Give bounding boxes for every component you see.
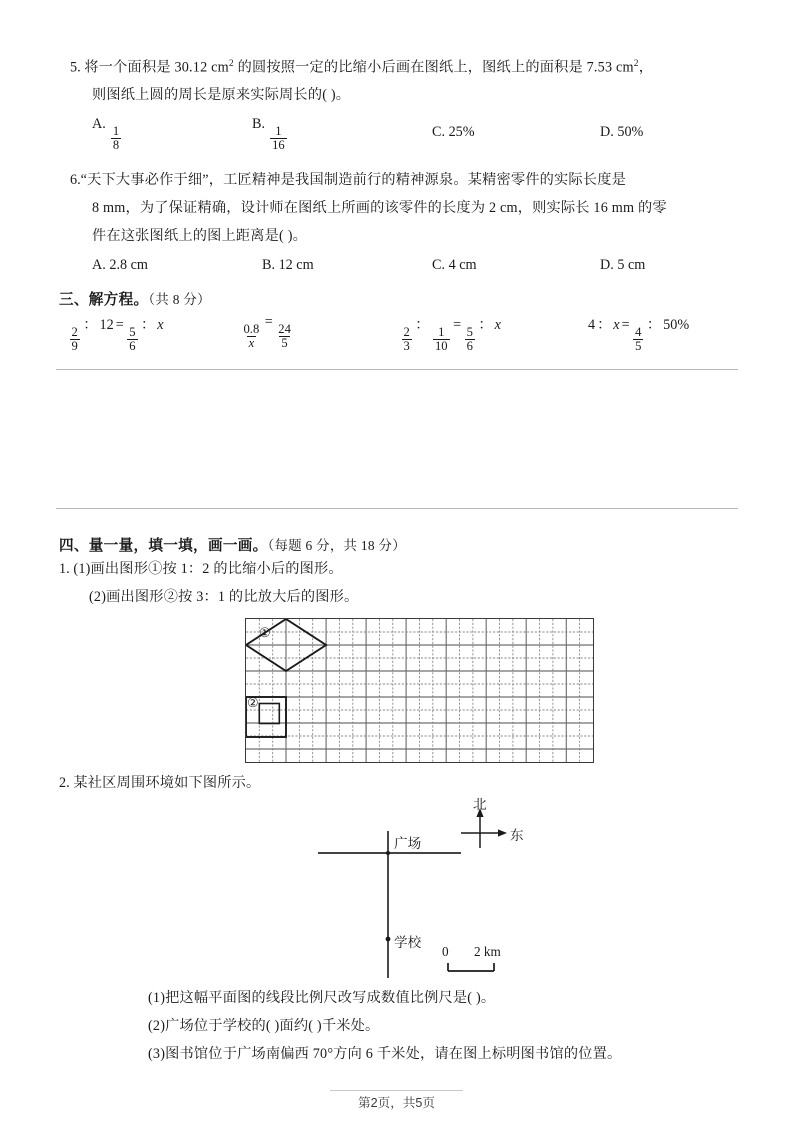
question-5-line-1 xyxy=(70,60,653,75)
section-4-question-1-number: 1. xyxy=(59,561,70,577)
equation-4-term-1: 4 xyxy=(588,317,596,333)
map-label-plaza: 广场 xyxy=(394,836,422,851)
equation-3-frac-2: $\frac{1}{10}$ xyxy=(435,325,448,354)
question-6-option-b[interactable] xyxy=(262,257,314,274)
grid-worksheet-figure xyxy=(245,618,594,763)
question-5-option-c[interactable] xyxy=(432,124,475,141)
question-5-option-b-letter: B. xyxy=(252,116,266,132)
question-6-option-c-letter: C. xyxy=(432,257,446,273)
school-point xyxy=(386,937,391,942)
map-label-east: 东 xyxy=(510,828,524,843)
section-3-heading xyxy=(59,288,211,309)
section-4-question-2-sub-1: (1)把这幅平面图的线段比例尺改写成数值比例尺是( )。 xyxy=(148,990,496,1006)
equation-2-frac-1: $\frac{0.8}{x}$ xyxy=(243,322,260,351)
equation-3-op-1: ： xyxy=(415,317,430,333)
question-5-option-b[interactable] xyxy=(252,116,288,152)
equation-1 xyxy=(68,314,164,353)
equation-3-variable: x xyxy=(494,317,501,333)
question-5-option-a-fraction: $\frac{1}{8}$ xyxy=(112,124,120,153)
divider-bottom xyxy=(56,508,738,509)
divider-top xyxy=(56,369,738,370)
question-5-option-d[interactable] xyxy=(600,124,643,141)
question-6-line-2: 8 mm，为了保证精确，设计师在图纸上所画的该零件的长度为 2 cm，则实际长 16 mm 的零 xyxy=(92,200,667,216)
equation-1-variable: x xyxy=(157,317,164,333)
equation-1-term-1: 12 xyxy=(99,317,114,333)
question-5-option-a-letter: A. xyxy=(92,116,106,132)
equation-3-op-2: = xyxy=(453,317,462,333)
equation-3-frac-3: $\frac{5}{6}$ xyxy=(466,325,473,354)
figure-2-label: ② xyxy=(247,695,259,710)
question-5-text-b: 的圆按照一定的比缩小后画在图纸上，图纸上的面积是 7.53 cm xyxy=(233,59,634,76)
question-5-number: 5. xyxy=(70,59,81,76)
question-6-option-b-letter: B. xyxy=(262,257,276,273)
equation-4-op-3: ： xyxy=(646,317,662,333)
page-footer: 第2页，共5页 xyxy=(358,1096,435,1110)
question-6-line-3: 件在这张图纸上的图上距离是( )。 xyxy=(92,228,308,244)
grid-lines xyxy=(246,619,593,762)
section-3-title: 三、解方程。 xyxy=(59,292,149,308)
equation-2 xyxy=(240,314,294,350)
section-4-question-1-sub-1: (1)画出图形①按 1：2 的比缩小后的图形。 xyxy=(73,561,343,577)
equation-3-op-3: ： xyxy=(478,317,493,333)
figure-1-label: ① xyxy=(259,625,271,640)
equation-2-op-1: = xyxy=(264,314,273,330)
footer-divider xyxy=(330,1090,463,1091)
equation-2-frac-2: $\frac{24}{5}$ xyxy=(278,322,291,351)
section-4-heading xyxy=(59,534,406,555)
equation-1-op-1: ： xyxy=(83,317,98,333)
question-6-option-d[interactable] xyxy=(600,257,645,274)
equation-4-variable: x xyxy=(613,317,620,333)
equation-4 xyxy=(588,314,689,353)
question-6-text-1: “天下大事必作于细”，工匠精神是我国制造前行的精神源泉。某精密零件的实际长度是 xyxy=(80,172,626,188)
question-6-option-d-letter: D. xyxy=(600,257,614,273)
equation-4-op-1: ： xyxy=(597,317,612,333)
map-label-north: 北 xyxy=(473,797,487,812)
question-6-option-a[interactable] xyxy=(92,257,148,274)
scale-bar-icon xyxy=(448,963,494,971)
question-5-sup-2: 2 xyxy=(633,59,639,69)
section-4-question-1-line-1 xyxy=(59,562,343,576)
question-6-option-b-text: 12 cm xyxy=(278,257,314,273)
grid-major-lines xyxy=(246,619,593,762)
section-4-question-2-sub-2: (2)广场位于学校的( )面约( )千米处。 xyxy=(148,1018,380,1034)
section-4-question-2-text: 某社区周围环境如下图所示。 xyxy=(73,775,261,791)
question-5-option-c-text: 25% xyxy=(448,124,475,140)
equation-1-op-3: ： xyxy=(141,317,156,333)
section-4-question-1-sub-2: (2)画出图形②按 3：1 的比放大后的图形。 xyxy=(89,589,359,605)
figure-2-inner-square xyxy=(259,704,279,724)
question-5-line-2: 则图纸上圆的周长是原来实际周长的( )。 xyxy=(92,87,351,103)
question-6-line-1 xyxy=(70,173,626,187)
community-map-figure xyxy=(318,793,568,983)
compass-icon xyxy=(461,808,507,848)
section-4-question-2-sub-3: (3)图书馆位于广场南偏西 70°方向 6 千米处，请在图上标明图书馆的位置。 xyxy=(148,1046,622,1062)
question-5-option-c-letter: C. xyxy=(432,124,446,140)
equation-3-frac-1: $\frac{2}{3}$ xyxy=(403,325,410,354)
section-3-points: （共 8 分） xyxy=(148,292,211,307)
question-5-option-b-fraction: $\frac{1}{16}$ xyxy=(272,124,285,153)
question-5-option-d-text: 50% xyxy=(617,124,644,140)
map-scale-zero: 0 xyxy=(442,944,449,959)
section-4-question-2-number: 2. xyxy=(59,775,70,791)
question-5-option-a[interactable] xyxy=(92,116,123,152)
question-5-option-d-letter: D. xyxy=(600,124,614,140)
equation-4-term-2: 50% xyxy=(663,317,690,333)
grid-svg xyxy=(246,619,593,762)
equation-3 xyxy=(400,314,501,353)
question-6-option-d-text: 5 cm xyxy=(617,257,646,273)
section-4-question-2-stem xyxy=(59,776,260,790)
map-scale-value: 2 km xyxy=(474,944,501,959)
question-6-option-a-text: 2.8 cm xyxy=(109,257,148,273)
equation-1-frac-2: $\frac{5}{6}$ xyxy=(129,325,136,354)
compass-east-arrow xyxy=(498,829,507,836)
section-4-title: 四、量一量，填一填，画一画。 xyxy=(59,538,268,554)
map-label-school: 学校 xyxy=(394,935,422,950)
equation-1-op-2: = xyxy=(115,317,124,333)
question-5-text-a: 将一个面积是 30.12 cm xyxy=(84,59,229,76)
plaza-point xyxy=(386,851,390,855)
question-5-text-c: ， xyxy=(638,59,654,76)
question-6-number: 6. xyxy=(70,172,81,188)
question-5-sup-1: 2 xyxy=(228,59,234,69)
equation-4-op-2: = xyxy=(621,317,630,333)
question-6-option-a-letter: A. xyxy=(92,257,106,273)
question-6-option-c-text: 4 cm xyxy=(448,257,477,273)
equation-1-frac-1: $\frac{2}{9}$ xyxy=(71,325,78,354)
equation-4-frac-1: $\frac{4}{5}$ xyxy=(635,325,642,354)
question-6-option-c[interactable] xyxy=(432,257,477,274)
section-4-points: （每题 6 分，共 18 分） xyxy=(267,538,406,553)
